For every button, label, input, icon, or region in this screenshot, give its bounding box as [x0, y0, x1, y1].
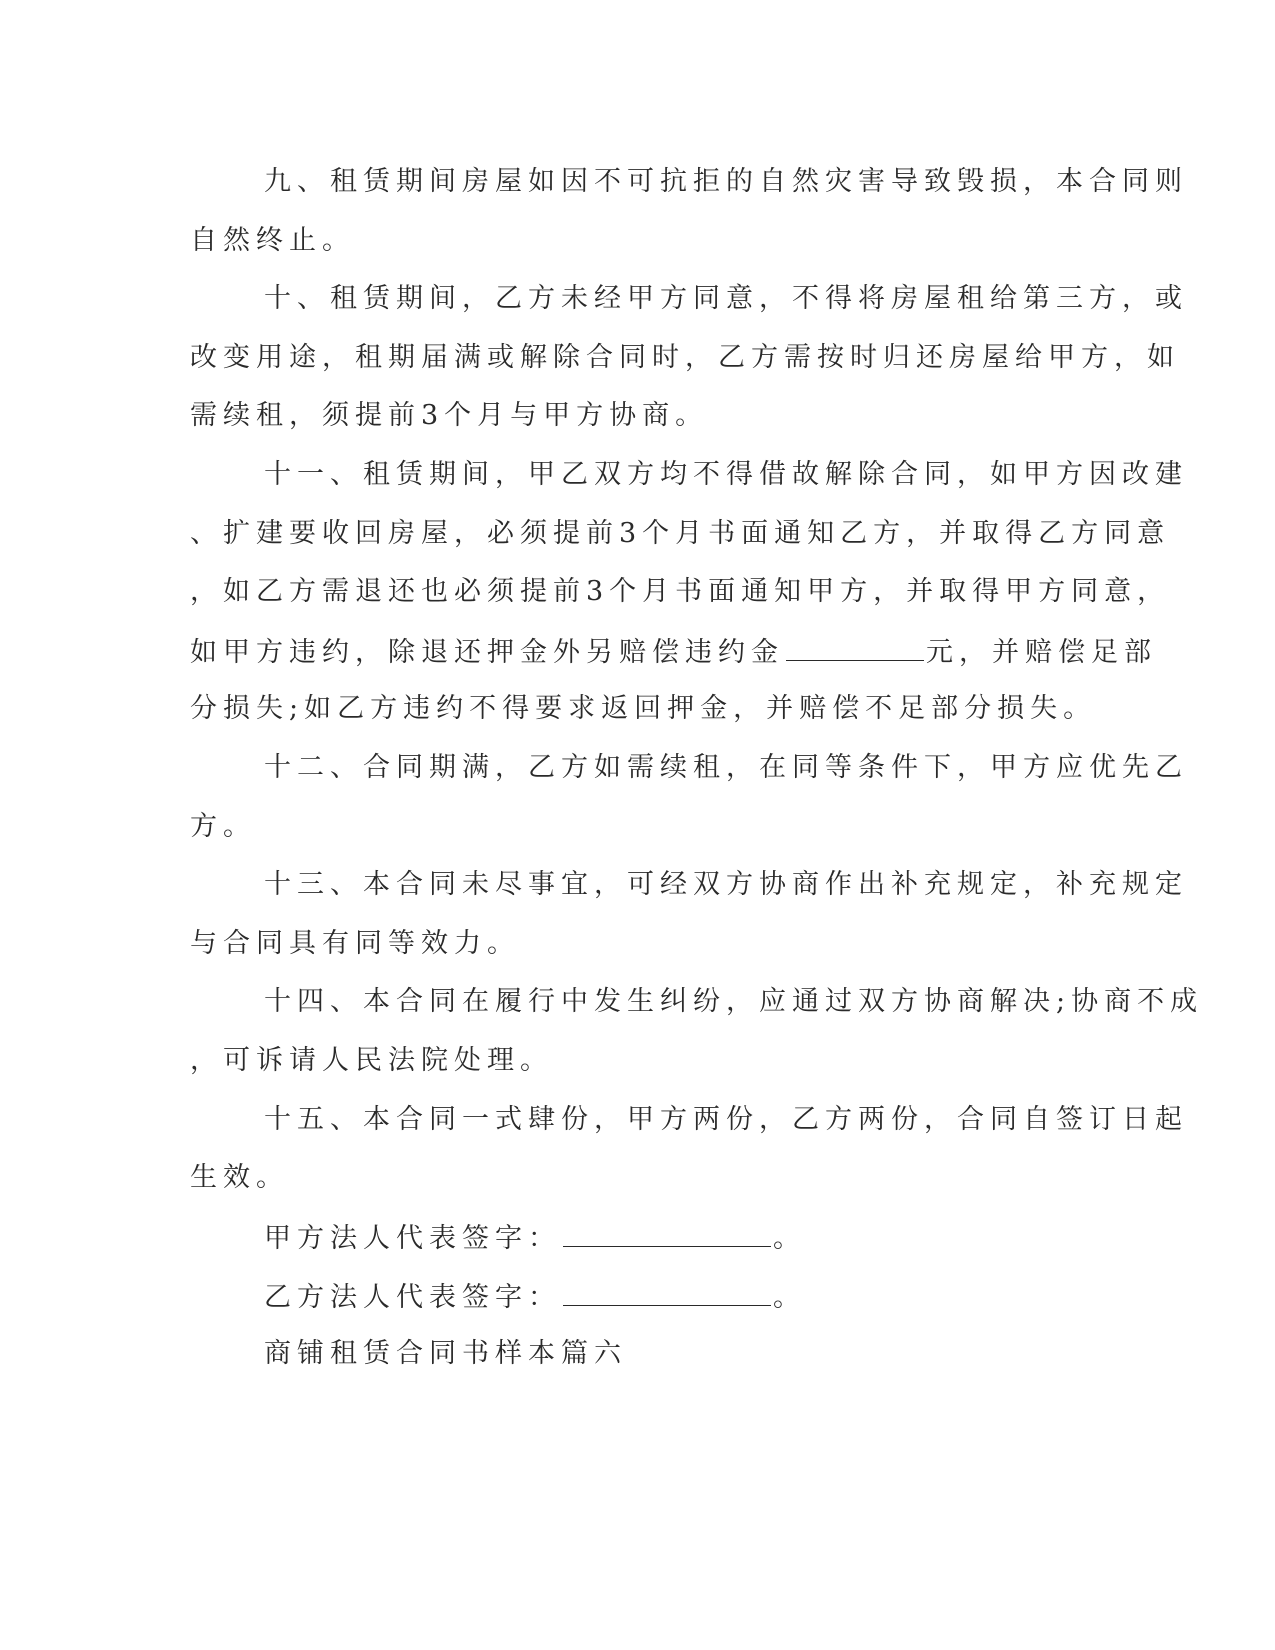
clause-14-line-1: 十四、本合同在履行中发生纠纷，应通过双方协商解决;协商不成	[264, 986, 1204, 1017]
clause-12-line-2: 方。	[190, 811, 256, 842]
clause-11-line-1: 十一、租赁期间，甲乙双方均不得借故解除合同，如甲方因改建	[264, 459, 1188, 490]
clause-15-line-2: 生效。	[190, 1162, 289, 1193]
party-a-signature-blank	[563, 1220, 771, 1247]
clause-10-line-3: 需续租，须提前3个月与甲方协商。	[190, 400, 709, 431]
clause-12-line-1: 十二、合同期满，乙方如需续租，在同等条件下，甲方应优先乙	[264, 752, 1188, 783]
clause-10-line-1: 十、租赁期间，乙方未经甲方同意，不得将房屋租给第三方，或	[264, 283, 1188, 314]
clause-13-line-2: 与合同具有同等效力。	[190, 928, 520, 959]
party-a-end-mark: 。	[773, 1223, 806, 1254]
clause-10-line-2: 改变用途，租期届满或解除合同时，乙方需按时归还房屋给甲方，如	[190, 342, 1180, 373]
party-a-signature-line	[264, 1220, 806, 1256]
clause-13-line-1: 十三、本合同未尽事宜，可经双方协商作出补充规定，补充规定	[264, 869, 1188, 900]
party-b-signature-blank	[563, 1279, 771, 1306]
clause-14-line-2: ，可诉请人民法院处理。	[190, 1045, 553, 1076]
clause-15-line-1: 十五、本合同一式肆份，甲方两份，乙方两份，合同自签订日起	[264, 1104, 1188, 1135]
penalty-amount-blank	[786, 634, 924, 661]
clause-11-line-5: 分损失;如乙方违约不得要求返回押金，并赔偿不足部分损失。	[190, 693, 1097, 724]
next-section-title: 商铺租赁合同书样本篇六	[264, 1338, 627, 1369]
clause-11-line-4	[190, 634, 1157, 670]
penalty-text-before: 如甲方违约，除退还押金外另赔偿违约金	[190, 637, 784, 668]
party-b-signature-label: 乙方法人代表签字：	[264, 1282, 561, 1313]
clause-11-line-2: 、扩建要收回房屋，必须提前3个月书面通知乙方，并取得乙方同意	[190, 518, 1171, 549]
party-b-end-mark: 。	[773, 1282, 806, 1313]
clause-11-line-3: ，如乙方需退还也必须提前3个月书面通知甲方，并取得甲方同意，	[190, 576, 1171, 607]
penalty-text-after: 元，并赔偿足部	[926, 637, 1157, 668]
party-a-signature-label: 甲方法人代表签字：	[264, 1223, 561, 1254]
clause-9-line-1: 九、租赁期间房屋如因不可抗拒的自然灾害导致毁损，本合同则	[264, 166, 1188, 197]
party-b-signature-line	[264, 1279, 806, 1315]
clause-9-line-2: 自然终止。	[190, 225, 355, 256]
